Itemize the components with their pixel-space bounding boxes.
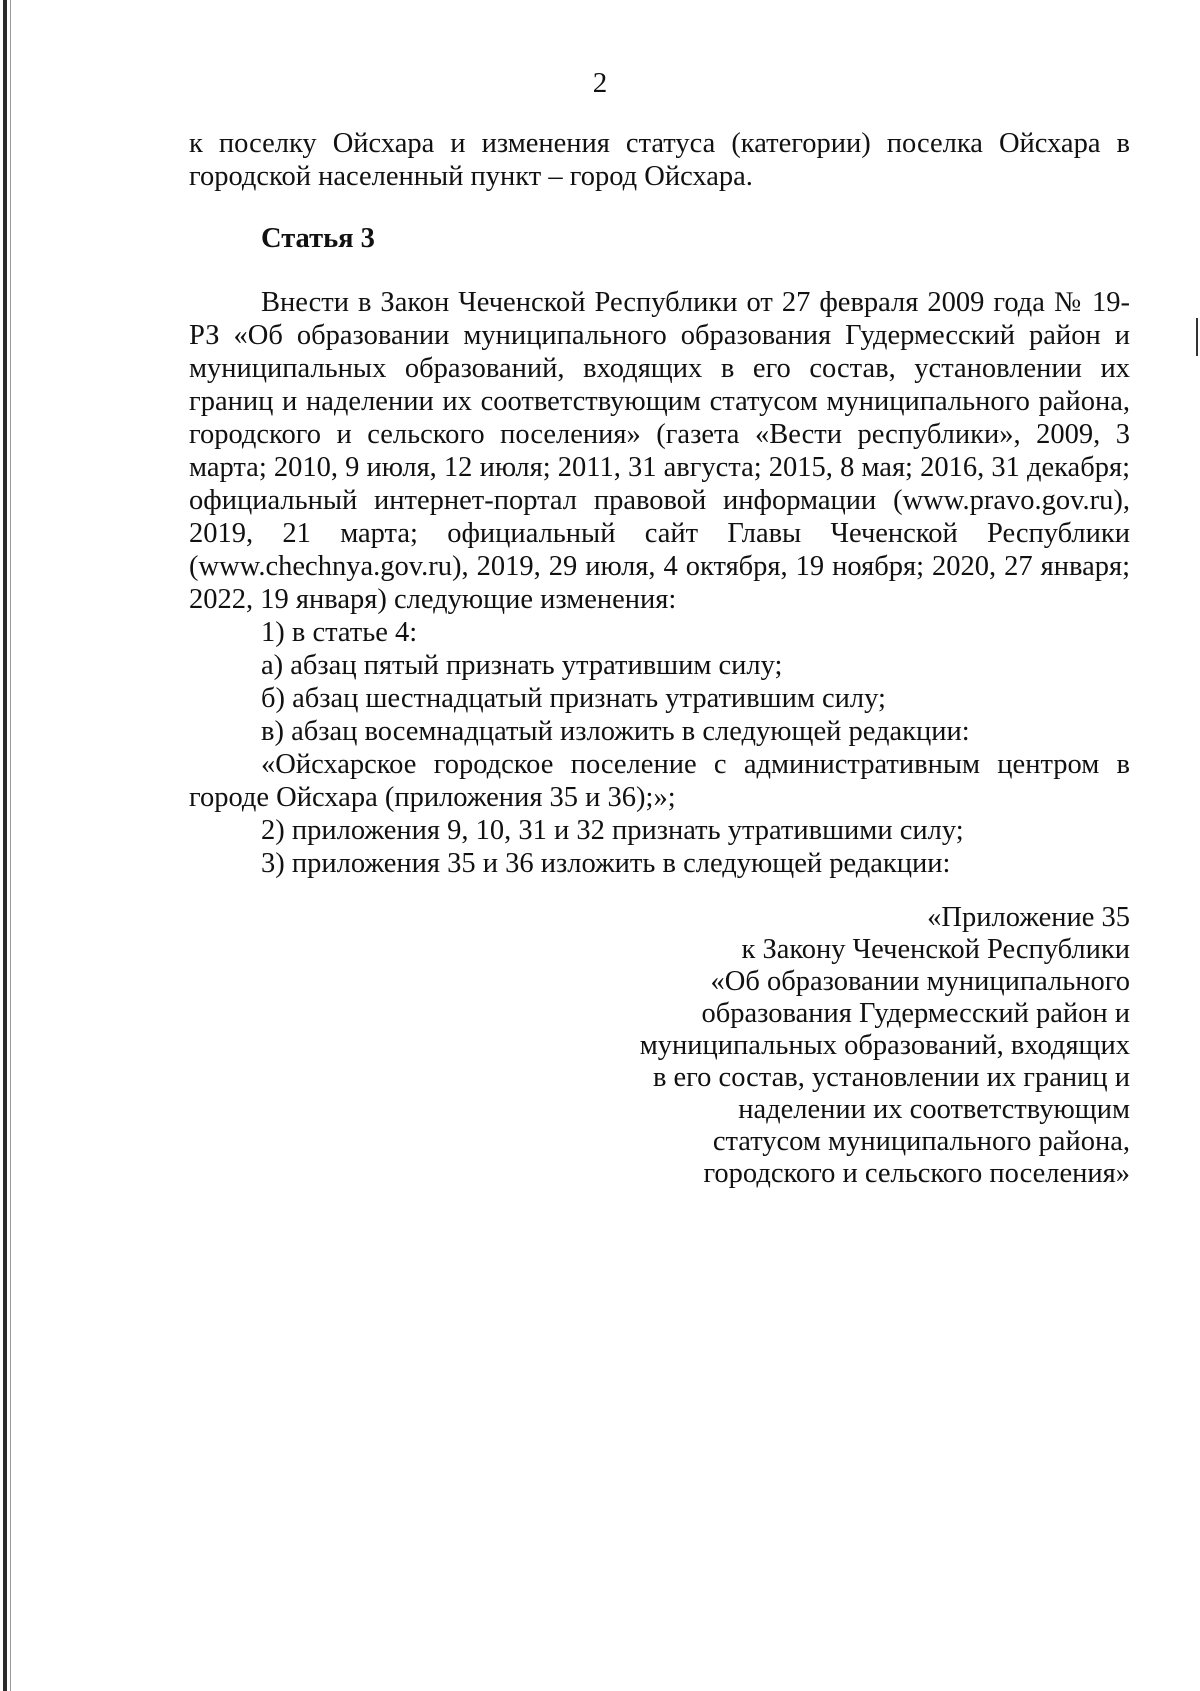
quote-line-2: городе Ойсхара (приложения 35 и 36);»;: [189, 782, 676, 813]
scan-left-edge-line: [10, 0, 11, 1691]
document-body: [189, 127, 1130, 880]
appendix-line-8: статусом муниципального района,: [712, 1126, 1130, 1157]
page-number: 2: [592, 67, 608, 99]
list-item-3: 3) приложения 35 и 36 изложить в следующей редакции:: [261, 848, 951, 879]
appendix-line-3: «Об образовании муниципального: [710, 966, 1130, 997]
appendix-line-9: городского и сельского поселения»: [703, 1158, 1130, 1189]
appendix-line-7: наделении их соответствующим: [738, 1094, 1130, 1125]
intro-line-2: городской населенный пункт – город Ойсхара.: [189, 161, 753, 192]
main-paragraph: Внести в Закон Чеченской Республики от 27 февраля 2009 года № 19-РЗ «Об образовании муниципального образования Гудермесский район и муниципальных образований, входящих в его состав, установлении их границ и наделении их соответствующим статусом муниципального района, городского и сельского поселения» (газета «Вести республики», 2009, 3 марта; 2010, 9 июля, 12 июля; 2011, 31 августа; 2015, 8 мая; 2016, 31 декабря; официальный интернет-портал правовой информации (www.pravo.gov.ru), 2019, 21 марта; официальный сайт Главы Чеченской Республики (www.chechnya.gov.ru), 2019, 29 июля, 4 октября, 19 ноября; 2020, 27 января; 2022, 19 января) следующие изменения:: [189, 287, 1130, 615]
list-item-c: в) абзац восемнадцатый изложить в следующей редакции:: [261, 716, 970, 747]
appendix-line-1: «Приложение 35: [927, 902, 1130, 933]
scan-left-edge: [3, 0, 7, 1691]
list-item-1: 1) в статье 4:: [261, 617, 418, 648]
article-heading: Статья 3: [261, 223, 375, 254]
list-item-b: б) абзац шестнадцатый признать утратившим силу;: [261, 683, 886, 714]
list-item-a: а) абзац пятый признать утратившим силу;: [261, 650, 783, 681]
list-item-2: 2) приложения 9, 10, 31 и 32 признать утратившими силу;: [261, 815, 964, 846]
quote-line-1: «Ойсхарское городское поселение с административным центром в: [261, 749, 1130, 780]
appendix-header: [600, 902, 1130, 1190]
appendix-line-5: муниципальных образований, входящих: [639, 1030, 1130, 1061]
appendix-line-4: образования Гудермесский район и: [701, 998, 1130, 1029]
appendix-line-2: к Закону Чеченской Республики: [741, 934, 1130, 965]
scan-right-mark: [1196, 318, 1198, 356]
appendix-line-6: в его состав, установлении их границ и: [652, 1062, 1130, 1093]
intro-line-1: к поселку Ойсхара и изменения статуса (категории) поселка Ойсхара в: [189, 128, 1130, 159]
